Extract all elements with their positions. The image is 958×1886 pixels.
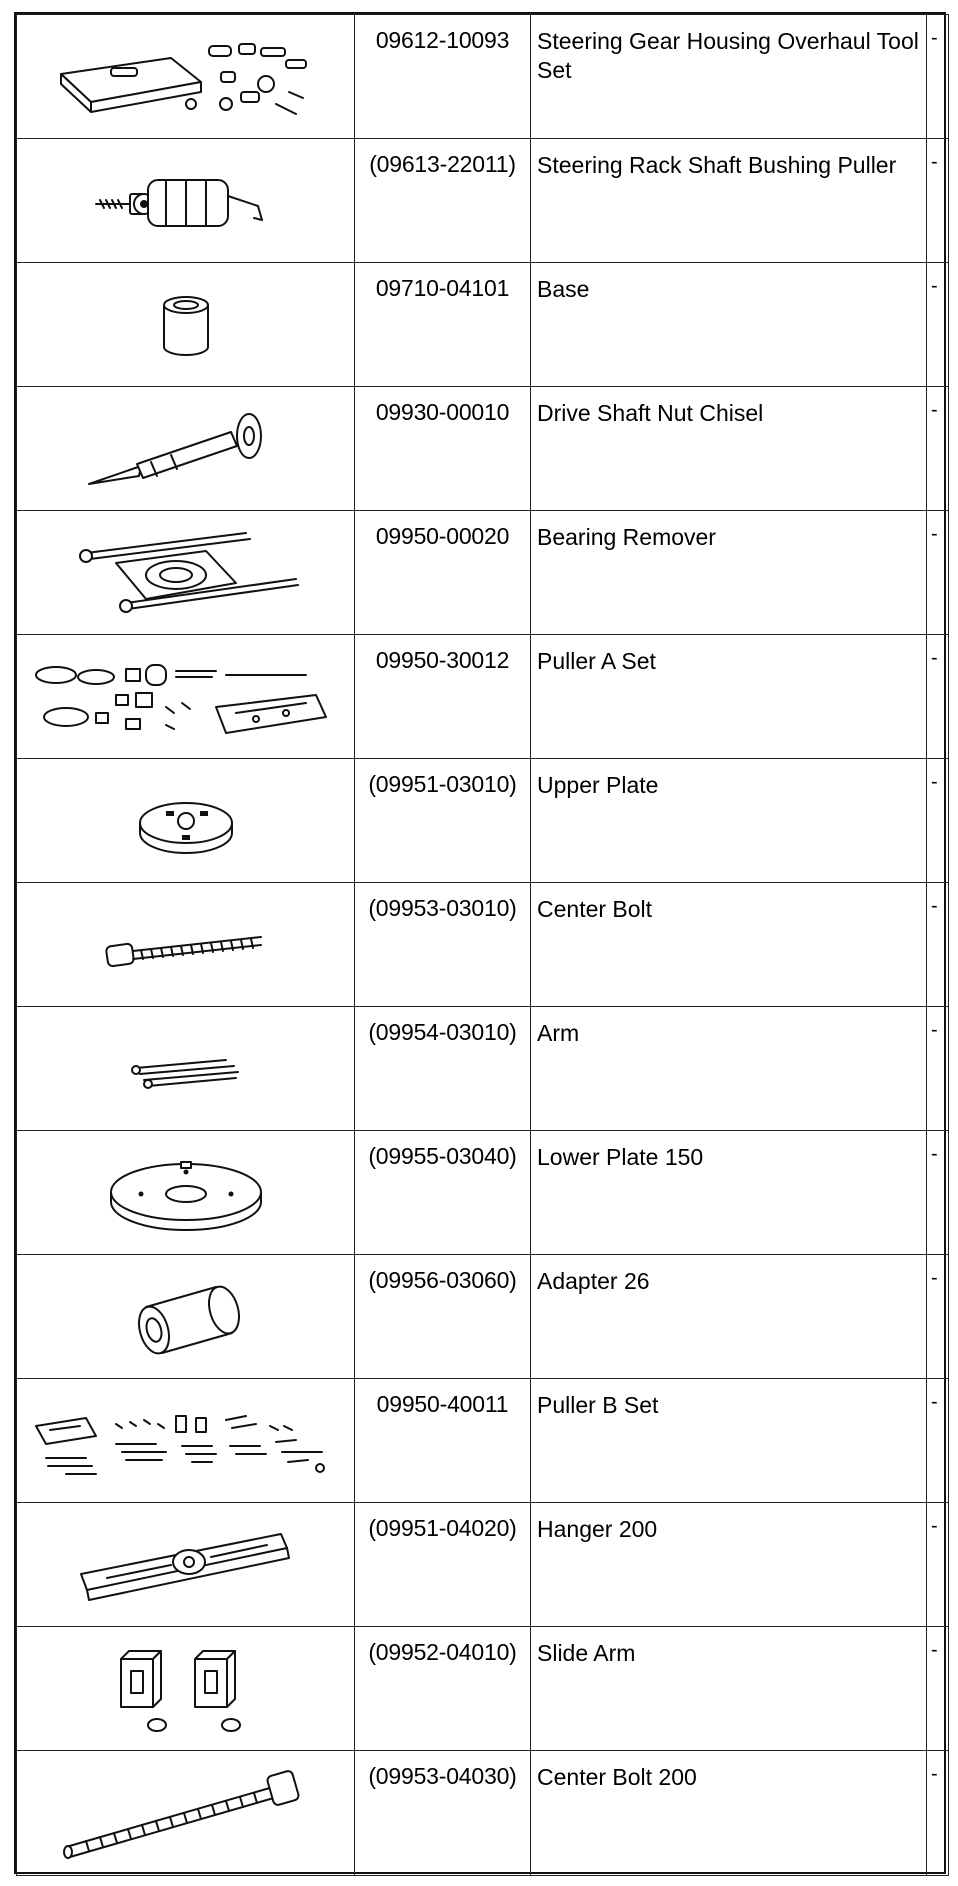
part-number: 09930-00010: [355, 387, 531, 511]
table-row: [17, 635, 949, 759]
tool-image-cell: [17, 1379, 355, 1503]
tool-image-cell: [17, 1751, 355, 1876]
part-number: 09950-30012: [355, 635, 531, 759]
tool-name: Lower Plate 150: [531, 1131, 927, 1255]
tool-note: -: [927, 1379, 949, 1503]
center-bolt-icon: [101, 915, 271, 975]
tool-name: Slide Arm: [531, 1627, 927, 1751]
part-number: (09613-22011): [355, 139, 531, 263]
tool-note: -: [927, 387, 949, 511]
tool-image-cell: [17, 387, 355, 511]
tool-name: Upper Plate: [531, 759, 927, 883]
adapter-icon: [116, 1267, 256, 1367]
tool-name: Base: [531, 263, 927, 387]
part-number: (09953-04030): [355, 1751, 531, 1876]
part-number: 09950-40011: [355, 1379, 531, 1503]
tool-note: -: [927, 139, 949, 263]
table-row: [17, 387, 949, 511]
puller-set-a-icon: [26, 647, 346, 747]
tool-image-cell: [17, 1007, 355, 1131]
part-number: (09954-03010): [355, 1007, 531, 1131]
part-number: (09953-03010): [355, 883, 531, 1007]
tool-image-cell: [17, 511, 355, 635]
tool-name: Steering Rack Shaft Bushing Puller: [531, 139, 927, 263]
tool-name: Center Bolt: [531, 883, 927, 1007]
slide-arm-icon: [101, 1639, 271, 1739]
table-row: [17, 511, 949, 635]
special-tools-table: [16, 14, 949, 1876]
table-row: [17, 139, 949, 263]
tool-note: -: [927, 1131, 949, 1255]
tool-note: -: [927, 635, 949, 759]
table-row: [17, 1503, 949, 1627]
part-number: (09951-04020): [355, 1503, 531, 1627]
tool-note: -: [927, 263, 949, 387]
part-number: 09710-04101: [355, 263, 531, 387]
tool-name: Puller A Set: [531, 635, 927, 759]
tool-note: -: [927, 511, 949, 635]
tool-name: Hanger 200: [531, 1503, 927, 1627]
tool-image-cell: [17, 1255, 355, 1379]
table-row: [17, 1255, 949, 1379]
table-row: [17, 1751, 949, 1876]
tool-note: -: [927, 15, 949, 139]
tool-image-cell: [17, 1503, 355, 1627]
part-number: 09612-10093: [355, 15, 531, 139]
tool-note: -: [927, 1627, 949, 1751]
tool-name: Puller B Set: [531, 1379, 927, 1503]
tool-image-cell: [17, 635, 355, 759]
table-row: [17, 1627, 949, 1751]
tool-note: -: [927, 1255, 949, 1379]
tool-note: -: [927, 1503, 949, 1627]
tool-name: Adapter 26: [531, 1255, 927, 1379]
table-row: [17, 1379, 949, 1503]
part-number: (09952-04010): [355, 1627, 531, 1751]
tool-name: Bearing Remover: [531, 511, 927, 635]
tool-name: Drive Shaft Nut Chisel: [531, 387, 927, 511]
tool-image-cell: [17, 139, 355, 263]
upper-plate-icon: [126, 781, 246, 861]
base-sleeve-icon: [146, 285, 226, 365]
part-number: 09950-00020: [355, 511, 531, 635]
tool-image-cell: [17, 1627, 355, 1751]
table-row: [17, 883, 949, 1007]
center-bolt-long-icon: [56, 1763, 316, 1863]
table-row: [17, 1131, 949, 1255]
table-row: [17, 759, 949, 883]
tool-name: Arm: [531, 1007, 927, 1131]
table-row: [17, 1007, 949, 1131]
tool-name: Center Bolt 200: [531, 1751, 927, 1876]
part-number: (09951-03010): [355, 759, 531, 883]
bushing-puller-icon: [86, 166, 286, 236]
special-tools-table-frame: [14, 12, 946, 1874]
tool-note: -: [927, 883, 949, 1007]
part-number: (09956-03060): [355, 1255, 531, 1379]
tool-image-cell: [17, 1131, 355, 1255]
bearing-remover-icon: [66, 523, 306, 623]
tool-name: Steering Gear Housing Overhaul Tool Set: [531, 15, 927, 139]
part-number: (09955-03040): [355, 1131, 531, 1255]
tool-set-case-icon: [51, 32, 321, 122]
tool-image-cell: [17, 15, 355, 139]
table-row: [17, 263, 949, 387]
tool-image-cell: [17, 759, 355, 883]
tool-note: -: [927, 1751, 949, 1876]
arms-icon: [126, 1044, 246, 1094]
tool-note: -: [927, 759, 949, 883]
lower-plate-icon: [101, 1148, 271, 1238]
chisel-icon: [81, 404, 291, 494]
tool-image-cell: [17, 883, 355, 1007]
tool-note: -: [927, 1007, 949, 1131]
puller-set-b-icon: [26, 1396, 346, 1486]
hanger-icon: [71, 1520, 301, 1610]
table-row: [17, 15, 949, 139]
tool-image-cell: [17, 263, 355, 387]
